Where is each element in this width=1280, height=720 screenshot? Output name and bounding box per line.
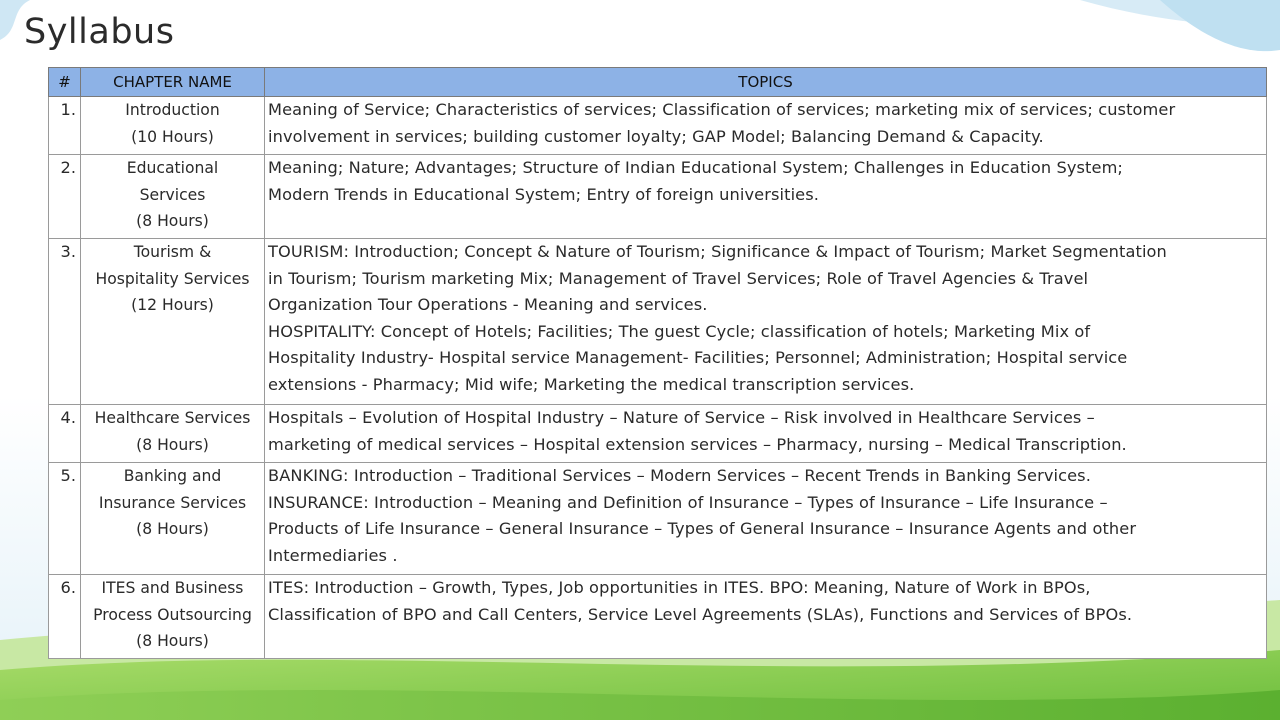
row-number: 2. — [49, 155, 81, 239]
header-topics: TOPICS — [265, 68, 1267, 97]
slide-title: Syllabus — [24, 12, 175, 52]
row-number: 5. — [49, 463, 81, 575]
chapter-topics: Hospitals – Evolution of Hospital Industry – Nature of Service – Risk involved in Healthcare Services – marketing of medical services – Hospital extension services – Pharmacy, nursing – Medical Transcription. — [265, 405, 1267, 463]
table-row — [49, 405, 1267, 463]
table-row — [49, 463, 1267, 575]
chapter-name: Tourism & Hospitality Services (12 Hours) — [81, 239, 265, 405]
chapter-name: Introduction (10 Hours) — [81, 97, 265, 155]
row-number: 6. — [49, 575, 81, 659]
row-number: 4. — [49, 405, 81, 463]
chapter-topics: ITES: Introduction – Growth, Types, Job opportunities in ITES. BPO: Meaning, Nature of Work in BPOs, Classification of BPO and Call Centers, Service Level Agreements (SLAs), Functions and Services of BPOs. — [265, 575, 1267, 659]
row-number: 3. — [49, 239, 81, 405]
header-chapter-name: CHAPTER NAME — [81, 68, 265, 97]
table-row — [49, 155, 1267, 239]
header-number: # — [49, 68, 81, 97]
chapter-name: ITES and Business Process Outsourcing (8 Hours) — [81, 575, 265, 659]
table-row — [49, 97, 1267, 155]
syllabus-table — [48, 67, 1267, 659]
table-row — [49, 575, 1267, 659]
chapter-topics: TOURISM: Introduction; Concept & Nature of Tourism; Significance & Impact of Tourism; Market Segmentation in Tourism; Tourism marketing Mix; Management of Travel Services; Role of Travel Agencies & Travel Organization Tour Operations - Meaning and services. HOSPITALITY: Concept of Hotels; Facilities; The guest Cycle; classification of hotels; Marketing Mix of Hospitality Industry- Hospital service Management- Facilities; Personnel; Administration; Hospital service extensions - Pharmacy; Mid wife; Marketing the medical transcription services. — [265, 239, 1267, 405]
chapter-name: Healthcare Services (8 Hours) — [81, 405, 265, 463]
chapter-topics: Meaning; Nature; Advantages; Structure of Indian Educational System; Challenges in Education System; Modern Trends in Educational System; Entry of foreign universities. — [265, 155, 1267, 239]
table-row — [49, 239, 1267, 405]
chapter-topics: Meaning of Service; Characteristics of services; Classification of services; marketing mix of services; customer involvement in services; building customer loyalty; GAP Model; Balancing Demand & Capacity. — [265, 97, 1267, 155]
chapter-name: Educational Services (8 Hours) — [81, 155, 265, 239]
chapter-name: Banking and Insurance Services (8 Hours) — [81, 463, 265, 575]
chapter-topics: BANKING: Introduction – Traditional Services – Modern Services – Recent Trends in Banking Services. INSURANCE: Introduction – Meaning and Definition of Insurance – Types of Insurance – Life Insurance – Products of Life Insurance – General Insurance – Types of General Insurance – Insurance Agents and other Intermediaries . — [265, 463, 1267, 575]
row-number: 1. — [49, 97, 81, 155]
table-header-row — [49, 68, 1267, 97]
